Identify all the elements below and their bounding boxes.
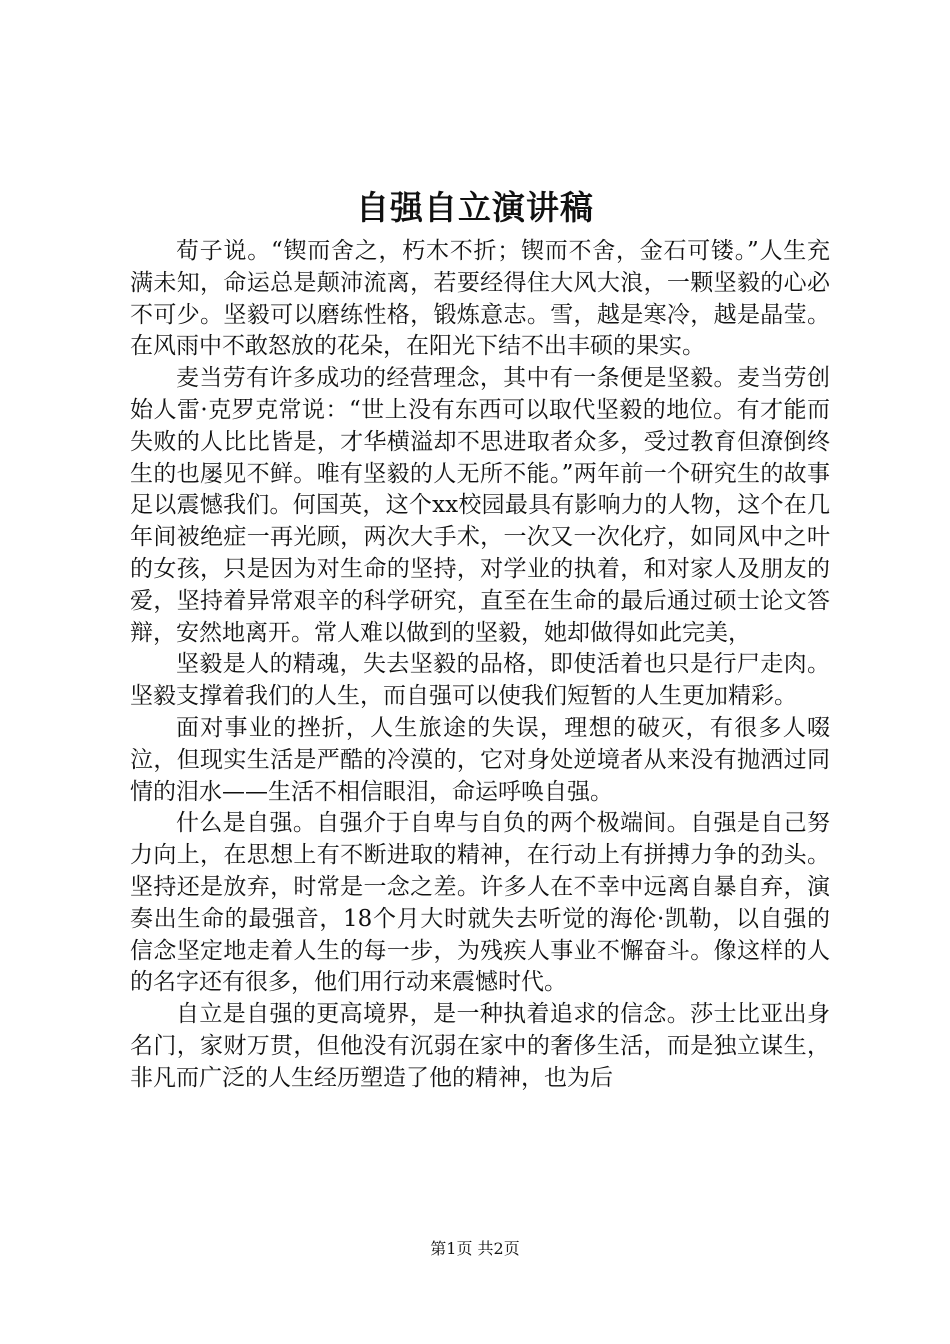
paragraph: 坚毅是人的精魂，失去坚毅的品格，即使活着也只是行尸走肉。坚毅支撑着我们的人生，而自强可以使我们短暂的人生更加精彩。 [130, 651, 830, 710]
paragraph: 麦当劳有许多成功的经营理念，其中有一条便是坚毅。麦当劳创始人雷·克罗克常说：“世上没有东西可以取代坚毅的地位。有才能而失败的人比比皆是，才华横溢却不思进取者众多，受过教育但潦倒终生的也屡见不鲜。唯有坚毅的人无所不能。”两年前一个研究生的故事足以震憾我们。何国英，这个xx校园最具有影响力的人物，这个在几年间被绝症一再光顾，两次大手术，一次又一次化疗，如同风中之叶的女孩，只是因为对生命的坚持，对学业的执着，和对家人及朋友的爱，坚持着异常艰辛的科学研究，直至在生命的最后通过硕士论文答辩，安然地离开。常人难以做到的坚毅，她却做得如此完美， [130, 365, 830, 646]
paragraph: 荀子说。“锲而舍之，朽木不折；锲而不舍，金石可镂。”人生充满未知，命运总是颠沛流离，若要经得住大风大浪，一颗坚毅的心必不可少。坚毅可以磨练性格，锻炼意志。雪，越是寒冷，越是晶莹。在风雨中不敢怒放的花朵，在阳光下结不出丰硕的果实。 [130, 238, 830, 360]
paragraph: 什么是自强。自强介于自卑与自负的两个极端间。自强是自己努力向上，在思想上有不断进取的精神，在行动上有拼搏力争的劲头。坚持还是放弃，时常是一念之差。许多人在不幸中远离自暴自弃，演奏出生命的最强音，18个月大时就失去听觉的海伦·凯勒，以自强的信念坚定地走着人生的每一步，为残疾人事业不懈奋斗。像这样的人的名字还有很多，他们用行动来震憾时代。 [130, 810, 830, 996]
paragraph: 面对事业的挫折，人生旅途的失误，理想的破灭，有很多人啜泣，但现实生活是严酷的冷漠的，它对身处逆境者从来没有抛洒过同情的泪水——生活不相信眼泪，命运呼唤自强。 [130, 714, 830, 805]
document-body [130, 236, 830, 1095]
document-title: 自强自立演讲稿 [356, 188, 594, 227]
paragraph: 自立是自强的更高境界，是一种执着追求的信念。莎士比亚出身名门，家财万贯，但他没有沉弱在家中的奢侈生活，而是独立谋生，非凡而广泛的人生经历塑造了他的精神，也为后 [130, 1001, 830, 1091]
page-number-footer: 第1页 共2页 [430, 1239, 520, 1258]
